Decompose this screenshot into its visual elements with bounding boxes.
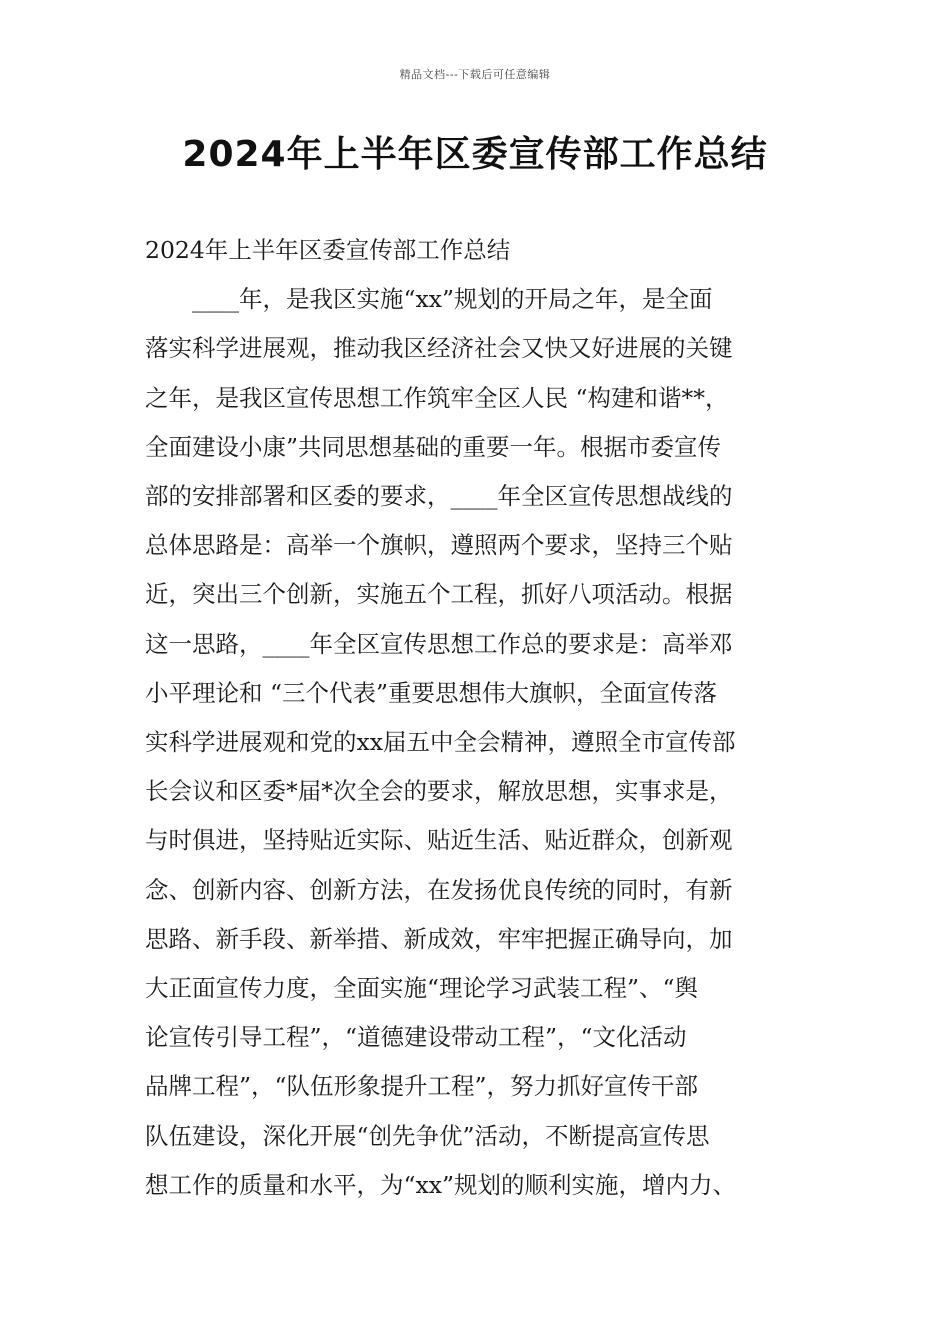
body-line: 长会议和区委*届*次全会的要求，解放思想，实事求是， (145, 777, 733, 806)
body-line: 念、创新内容、创新方法，在发扬优良传统的同时，有新 (145, 875, 733, 904)
document-title: 2024年上半年区委宣传部工作总结 (182, 134, 768, 175)
body-line: 论宣传引导工程”，“道德建设带动工程”，“文化活动 (145, 1023, 687, 1052)
body-line: 之年，是我区宣传思想工作筑牢全区人民 “构建和谐**， (145, 383, 729, 412)
document-body (145, 226, 825, 1210)
body-line: 总体思路是：高举一个旗帜，遵照两个要求，坚持三个贴 (145, 531, 733, 560)
body-line: 品牌工程”，“队伍形象提升工程”，努力抓好宣传干部 (145, 1072, 699, 1101)
document-subtitle: 2024年上半年区委宣传部工作总结 (145, 236, 511, 264)
body-line: 队伍建设，深化开展“创先争优”活动，不断提高宣传思 (145, 1121, 710, 1150)
body-line: 实科学进展观和党的xx届五中全会精神，遵照全市宣传部 (145, 728, 736, 757)
body-line: 部的安排部署和区委的要求，____年全区宣传思想战线的 (145, 482, 733, 511)
body-line: 全面建设小康”共同思想基础的重要一年。根据市委宣传 (145, 432, 722, 461)
body-line: 这一思路，____年全区宣传思想工作总的要求是：高举邓 (145, 629, 733, 658)
body-line: 与时俱进，坚持贴近实际、贴近生活、贴近群众，创新观 (145, 826, 733, 855)
body-line: 思路、新手段、新举措、新成效，牢牢把握正确导向，加 (145, 924, 733, 953)
body-line: 近，突出三个创新，实施五个工程，抓好八项活动。根据 (145, 580, 733, 609)
body-line: 落实科学进展观，推动我区经济社会又快又好进展的关键 (145, 334, 733, 363)
header-note: 精品文档---下载后可任意编辑 (399, 68, 551, 81)
body-line: ____年，是我区实施“xx”规划的开局之年，是全面 (145, 285, 713, 314)
body-line: 想工作的质量和水平，为“xx”规划的顺利实施，增内力、 (145, 1170, 737, 1199)
body-line: 大正面宣传力度，全面实施“理论学习武装工程”、“舆 (145, 974, 699, 1003)
body-line: 小平理论和 “三个代表”重要思想伟大旗帜，全面宣传落 (145, 678, 717, 707)
